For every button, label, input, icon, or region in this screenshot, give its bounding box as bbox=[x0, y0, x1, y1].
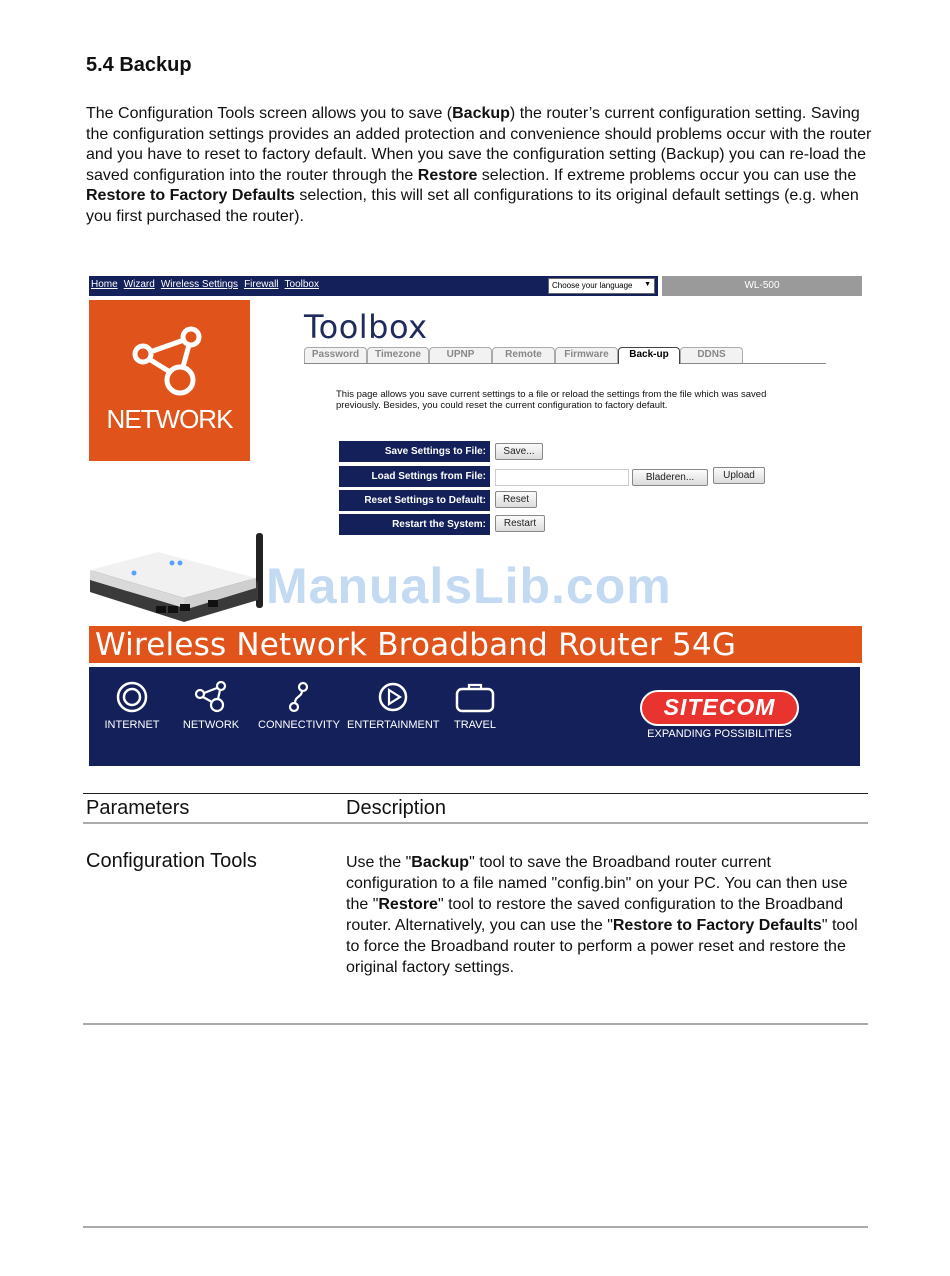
brand-tagline: EXPANDING POSSIBILITIES bbox=[647, 728, 792, 740]
language-select[interactable] bbox=[548, 278, 655, 294]
feature-travel-label: TRAVEL bbox=[454, 719, 496, 731]
feature-entertainment-label: ENTERTAINMENT bbox=[347, 719, 440, 731]
router-image bbox=[88, 530, 268, 630]
page-footer-rule bbox=[83, 1226, 868, 1228]
intro-text: selection, this will set all configurations to its original default settings (e.g. when you first purchased the router). bbox=[86, 187, 859, 225]
section-heading: 5.4 Backup bbox=[86, 54, 192, 76]
internet-icon bbox=[116, 681, 148, 713]
parameter-name: Configuration Tools bbox=[86, 850, 257, 872]
connectivity-icon bbox=[286, 681, 312, 713]
save-button[interactable]: Save... bbox=[495, 443, 543, 460]
tab-password[interactable]: Password bbox=[304, 347, 367, 363]
product-banner bbox=[89, 626, 862, 663]
restart-row bbox=[339, 514, 599, 535]
tab-remote[interactable]: Remote bbox=[492, 347, 555, 363]
feature-entertainment bbox=[347, 681, 439, 731]
column-header-description: Description bbox=[346, 797, 447, 819]
reset-settings-label: Reset Settings to Default: bbox=[339, 490, 490, 511]
feature-travel bbox=[451, 681, 499, 731]
intro-text: The Configuration Tools screen allows you to save ( bbox=[86, 105, 453, 122]
nav-home[interactable]: Home bbox=[91, 279, 118, 290]
restart-button[interactable]: Restart bbox=[495, 515, 545, 532]
file-path-input[interactable] bbox=[495, 469, 629, 486]
suitcase-icon bbox=[455, 681, 495, 713]
description-text: " tool to restore the saved configuration to the Broadband router. Alternatively, you can use the " bbox=[346, 896, 844, 934]
feature-connectivity-label: CONNECTIVITY bbox=[258, 719, 340, 731]
model-label: WL-500 bbox=[662, 276, 862, 296]
description-bold-factory: Restore to Factory Defaults bbox=[612, 917, 822, 934]
tab-timezone[interactable]: Timezone bbox=[367, 347, 429, 363]
language-select-value: Choose your language bbox=[552, 281, 633, 290]
sitecom-logo: SITECOM bbox=[640, 690, 799, 726]
upload-button[interactable]: Upload bbox=[713, 467, 765, 484]
page-description: This page allows you save current settings to a file or reload the settings from the file which was saved previously. Besides, you could reset the current configuration to factory default. bbox=[336, 389, 767, 411]
network-icon bbox=[129, 325, 209, 400]
description-bold-restore: Restore bbox=[378, 896, 438, 913]
page-title: Toolbox bbox=[304, 308, 428, 346]
router-screenshot bbox=[88, 275, 863, 767]
browse-button[interactable]: Bladeren... bbox=[632, 469, 708, 486]
intro-text: ) the router’s current configuration setting. Saving the configuration settings provides an added protection and convenience should problems occur with the router and you have to reset to factory default. When you save the configuration setting (Backup) you can re-load the saved configuration into the router through the bbox=[86, 105, 872, 184]
intro-text: selection. If extreme problems occur you can use the bbox=[477, 166, 857, 184]
play-icon bbox=[377, 681, 409, 713]
tab-upnp[interactable]: UPNP bbox=[429, 347, 492, 363]
network-icon bbox=[194, 681, 228, 713]
load-settings-row bbox=[339, 466, 769, 487]
reset-settings-row bbox=[339, 490, 599, 511]
intro-bold-backup: Backup bbox=[452, 105, 510, 122]
nav-firewall[interactable]: Firewall bbox=[244, 279, 279, 290]
tab-firmware[interactable]: Firmware bbox=[555, 347, 618, 363]
network-logo-text: NETWORK bbox=[106, 404, 233, 434]
nav-toolbox[interactable]: Toolbox bbox=[284, 279, 319, 290]
chevron-down-icon: ▼ bbox=[644, 281, 651, 288]
intro-bold-restore: Restore bbox=[417, 166, 478, 184]
feature-network-label: NETWORK bbox=[182, 719, 240, 731]
feature-internet bbox=[104, 681, 160, 731]
feature-network bbox=[180, 681, 242, 731]
description-text: " tool to save the Broadband router current configuration to a file named "config.bin" on your PC. You can then use the " bbox=[346, 854, 848, 913]
nav-wizard[interactable]: Wizard bbox=[123, 279, 155, 290]
network-logo bbox=[89, 300, 250, 461]
table-bottom-rule bbox=[83, 1023, 868, 1025]
description-text: Use the " bbox=[346, 854, 412, 871]
restart-label: Restart the System: bbox=[339, 514, 490, 535]
description-bold-backup: Backup bbox=[411, 854, 470, 871]
table-top-rule bbox=[83, 793, 868, 794]
tab-bar bbox=[304, 347, 826, 364]
tab-backup[interactable]: Back-up bbox=[618, 347, 680, 364]
header-rule bbox=[83, 822, 868, 824]
load-settings-label: Load Settings from File: bbox=[339, 466, 490, 487]
column-header-parameters: Parameters bbox=[86, 797, 190, 819]
banner-text: Wireless Network Broadband Router 54G bbox=[95, 627, 737, 663]
save-settings-label: Save Settings to File: bbox=[339, 441, 490, 462]
intro-paragraph bbox=[86, 104, 876, 228]
feature-internet-label: INTERNET bbox=[104, 719, 160, 731]
reset-button[interactable]: Reset bbox=[495, 491, 537, 508]
nav-wireless-settings[interactable]: Wireless Settings bbox=[160, 279, 239, 290]
description-text: " tool to force the Broadband router to perform a power reset and restore the original factory settings. bbox=[346, 917, 858, 976]
feature-connectivity bbox=[257, 681, 341, 731]
watermark: ManualsLib.com bbox=[266, 558, 672, 614]
parameter-description bbox=[346, 852, 866, 978]
top-nav bbox=[89, 276, 658, 296]
tab-ddns[interactable]: DDNS bbox=[680, 347, 743, 363]
intro-bold-factory: Restore to Factory Defaults bbox=[86, 187, 295, 205]
save-settings-row bbox=[339, 441, 599, 462]
feature-bar bbox=[89, 667, 860, 766]
